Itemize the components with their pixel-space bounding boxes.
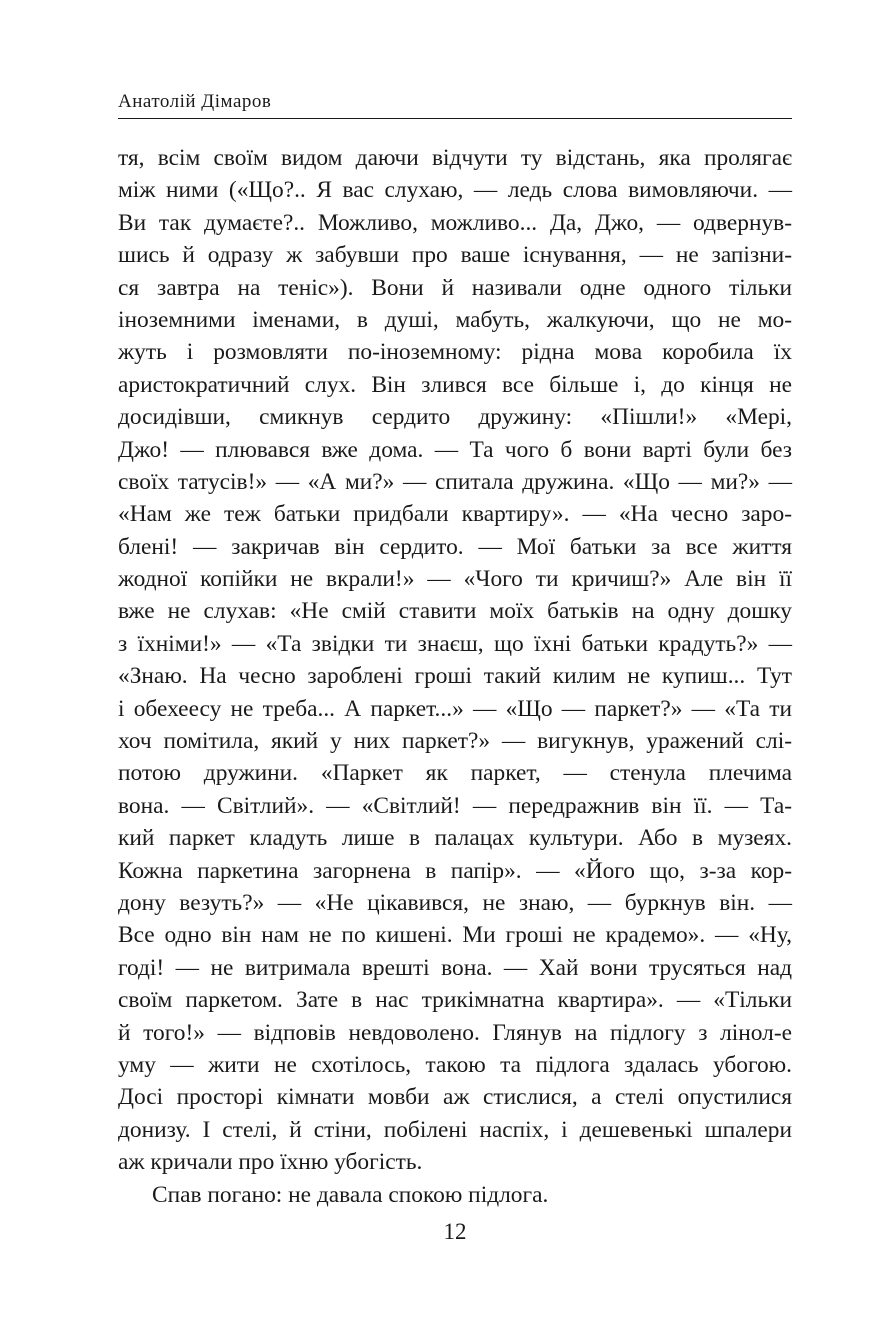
text-line: іноземними іменами, в душі, мабуть, жалкуючи, що не мо-	[118, 306, 792, 333]
text-line: з їхніми!» — «Та звідки ти знаєш, що їхні батьки крадуть?» —	[118, 630, 792, 657]
header-rule	[118, 118, 792, 119]
text-line: кий паркет кладуть лише в палацах культури. Або в музеях.	[118, 825, 792, 852]
text-line: аж кричали про їхню убогість.	[118, 1149, 423, 1176]
text-line: вже не слухав: «Не смій ставити моїх батьків на одну дошку	[118, 598, 792, 625]
text-line: досидівши, смикнув сердито дружину: «Пішли!» «Мері,	[118, 404, 792, 431]
text-line: своїм паркетом. Зате в нас трикімнатна квартира». — «Тільки	[118, 987, 792, 1014]
running-head-author: Анатолій Дімаров	[118, 91, 272, 112]
page-number: 12	[443, 1219, 467, 1244]
text-line: хоч помітила, який у них паркет?» — вигукнув, уражений слі-	[118, 728, 792, 755]
text-line: вона. — Світлий». — «Світлий! — передражнив він її. — Та-	[118, 792, 792, 819]
body-text	[118, 142, 792, 1211]
text-line: Спав погано: не давала спокою підлога.	[152, 1181, 549, 1208]
text-line: тя, всім своїм видом даючи відчути ту відстань, яка пролягає	[118, 145, 792, 171]
text-line: блені! — закричав він сердито. — Мої батьки за все життя	[118, 533, 792, 560]
text-line: Досі просторі кімнати мовби аж стислися, а стелі опустилися	[118, 1084, 792, 1111]
text-line: донизу. І стелі, й стіни, побілені наспіх, і дешевенькі шпалери	[118, 1116, 792, 1143]
text-line: й того!» — відповів невдоволено. Глянув на підлогу з лінол-е	[118, 1019, 792, 1046]
text-line: уму — жити не схотілось, такою та підлога здалась убогою.	[118, 1051, 792, 1078]
text-line: між ними («Що?.. Я вас слухаю, — ледь слова вимовляючи. —	[118, 177, 792, 204]
text-line: і обехеесу не треба... А паркет...» — «Що — паркет?» — «Та ти	[118, 695, 792, 722]
text-line: ся завтра на теніс»). Вони й називали одне одного тільки	[118, 274, 792, 301]
text-line: годі! — не витримала врешті вона. — Хай вони трусяться над	[118, 954, 792, 981]
text-line: жодної копійки не вкрали!» — «Чого ти кричиш?» Але він її	[118, 566, 792, 593]
text-line: потою дружини. «Паркет як паркет, — стенула плечима	[118, 760, 792, 787]
text-line: Кожна паркетина загорнена в папір». — «Його що, з-за кор-	[118, 857, 792, 884]
text-line: дону везуть?» — «Не цікавився, не знаю, — буркнув він. —	[118, 889, 792, 916]
text-line: Все одно він нам не по кишені. Ми гроші не крадемо». — «Ну,	[118, 922, 792, 949]
text-line: своїх татусів!» — «А ми?» — спитала дружина. «Що — ми?» —	[118, 468, 792, 495]
text-line: «Знаю. На чесно зароблені гроші такий килим не купиш... Тут	[118, 663, 792, 690]
text-line: шись й одразу ж забувши про ваше існування, — не запізни-	[118, 242, 792, 269]
text-line: аристократичний слух. Він злився все більше і, до кінця не	[118, 371, 792, 398]
text-line: «Нам же теж батьки придбали квартиру». — «На чесно заро-	[118, 501, 792, 528]
text-line: Джо! — плювався вже дома. — Та чого б вони варті були без	[118, 436, 792, 463]
text-line: жуть і розмовляти по-іноземному: рідна мова коробила їх	[118, 339, 792, 366]
text-line: Ви так думаєте?.. Можливо, можливо... Да, Джо, — одвернув-	[118, 209, 792, 236]
